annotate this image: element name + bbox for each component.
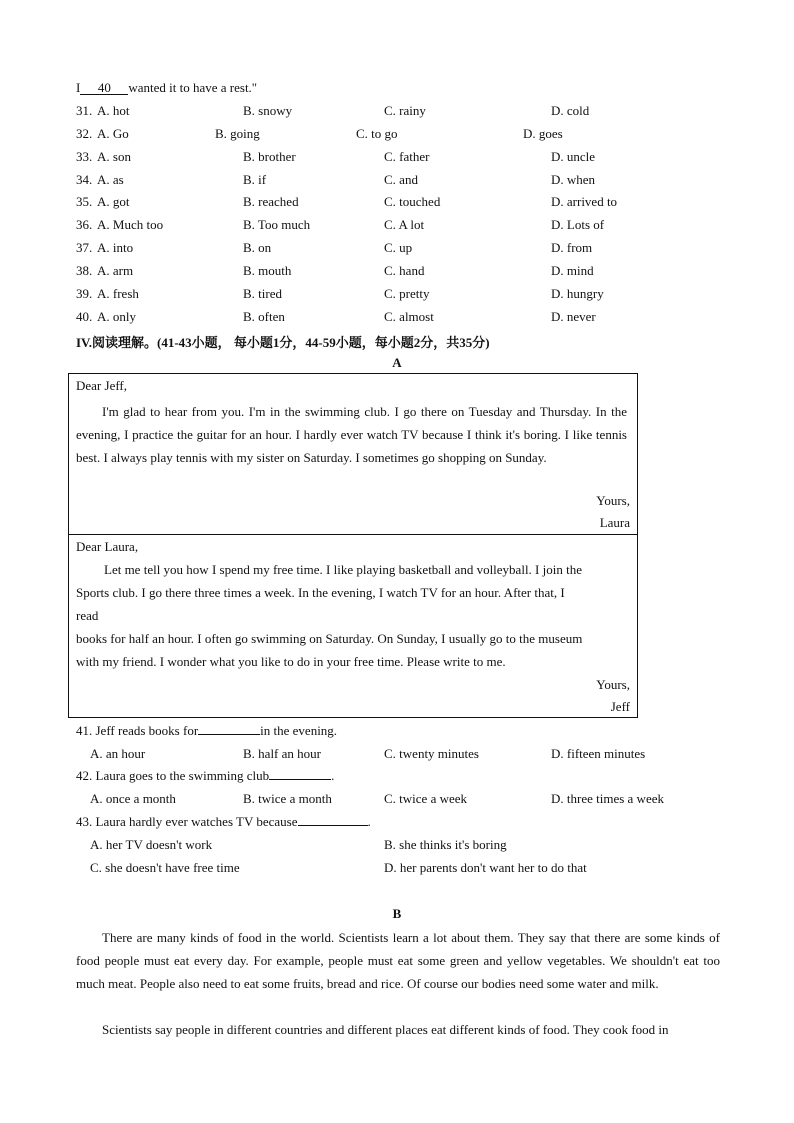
text-prefix: I (76, 80, 81, 95)
stem-text: 41. Jeff reads books for (76, 723, 199, 738)
option-b: B. Too much (243, 217, 311, 232)
option-b: B. often (243, 309, 285, 324)
stem-text: 42. Laura goes to the swimming club (76, 768, 270, 783)
option-a: A. as (97, 172, 124, 187)
passage-a-label: A (392, 355, 402, 370)
answer-blank (298, 825, 368, 826)
option-b: B. snowy (243, 103, 293, 118)
option-num: 38. (76, 263, 93, 278)
option-d: D. uncle (551, 149, 596, 164)
blank-40: 40 (80, 81, 128, 95)
option-num: 31. (76, 103, 93, 118)
option-d: D. fifteen minutes (551, 746, 646, 761)
stem-text: . (367, 814, 371, 829)
option-b: B. reached (243, 194, 299, 209)
letter-signature: Jeff (610, 699, 630, 714)
passage-b-paragraph-1: There are many kinds of food in the world. Scientists learn a lot about them. They say that there are some kinds of food people must eat every day. For example, people must eat some green and yellow vegetables. We shouldn't eat too much meat. People also need to eat some fruits, bread and rice. Of course our bodies need some water and milk. (76, 930, 720, 991)
option-a: A. Much too (97, 217, 164, 232)
letter-greeting: Dear Jeff, (76, 378, 128, 393)
cloze-text-line (76, 80, 257, 96)
letter-closing: Yours, (596, 677, 630, 692)
option-d: D. from (551, 240, 593, 255)
option-a: A. son (97, 149, 131, 164)
question-stem (76, 723, 337, 739)
passage-b-paragraph-2: Scientists say people in different countries and different places eat different kinds of food. They cook food in (102, 1022, 669, 1037)
option-num: 34. (76, 172, 93, 187)
option-num: 37. (76, 240, 93, 255)
letter-body-line: read (76, 608, 99, 623)
option-a: A. got (97, 194, 130, 209)
option-d: D. cold (551, 103, 590, 118)
letter-box-2 (68, 534, 638, 718)
option-num: 40. (76, 309, 93, 324)
option-c: C. to go (356, 126, 398, 141)
option-c: C. rainy (384, 103, 426, 118)
option-c: C. and (384, 172, 418, 187)
letter-closing: Yours, (596, 493, 630, 508)
option-b: B. on (243, 240, 272, 255)
option-num: 35. (76, 194, 93, 209)
option-b: B. going (215, 126, 260, 141)
option-a: A. an hour (90, 746, 146, 761)
option-a: A. fresh (97, 286, 139, 301)
option-d: D. goes (523, 126, 563, 141)
option-c: C. she doesn't have free time (90, 860, 240, 875)
option-a: A. hot (97, 103, 130, 118)
letter-body: I'm glad to hear from you. I'm in the swimming club. I go there on Tuesday and Thursday. In the evening, I practice the guitar for an hour. I hardly ever watch TV because I think it's boring. I like tennis best. I always play tennis with my sister on Saturday. I sometimes go shopping on Sunday. (76, 404, 627, 465)
option-b: B. if (243, 172, 267, 187)
option-b: B. half an hour (243, 746, 321, 761)
option-d: D. when (551, 172, 596, 187)
option-b: B. twice a month (243, 791, 332, 806)
answer-blank (269, 779, 331, 780)
option-c: C. hand (384, 263, 425, 278)
question-stem (76, 768, 334, 784)
stem-text: 43. Laura hardly ever watches TV because (76, 814, 298, 829)
option-d: D. never (551, 309, 596, 324)
text-suffix: wanted it to have a rest." (128, 80, 258, 95)
stem-text: in the evening. (260, 723, 338, 738)
option-d: D. hungry (551, 286, 604, 301)
option-c: C. touched (384, 194, 441, 209)
letter-signature: Laura (599, 515, 630, 530)
option-a: A. once a month (90, 791, 176, 806)
letter-body-line: with my friend. I wonder what you like to do in your free time. Please write to me. (76, 654, 506, 669)
letter-body-line: books for half an hour. I often go swimming on Saturday. On Sunday, I usually go to the museum (76, 631, 583, 646)
option-c: C. A lot (384, 217, 425, 232)
option-c: C. pretty (384, 286, 430, 301)
option-d: D. mind (551, 263, 594, 278)
option-num: 32. (76, 126, 93, 141)
option-d: D. three times a week (551, 791, 664, 806)
option-c: C. father (384, 149, 430, 164)
option-c: C. twice a week (384, 791, 468, 806)
passage-b-label: B (392, 906, 402, 921)
option-b: B. tired (243, 286, 282, 301)
option-a: A. only (97, 309, 136, 324)
option-c: C. up (384, 240, 413, 255)
option-a: A. her TV doesn't work (90, 837, 213, 852)
question-stem (76, 814, 371, 830)
section-heading: IV.阅读理解。(41-43小题， 每小题1分，44-59小题，每小题2分，共35分) (76, 335, 490, 350)
option-num: 33. (76, 149, 93, 164)
option-d: D. her parents don't want her to do that (384, 860, 587, 875)
answer-blank (198, 734, 260, 735)
option-c: C. almost (384, 309, 434, 324)
option-a: A. Go (97, 126, 129, 141)
option-a: A. arm (97, 263, 134, 278)
option-d: D. arrived to (551, 194, 618, 209)
option-num: 39. (76, 286, 93, 301)
option-b: B. she thinks it's boring (384, 837, 507, 852)
letter-body-line: Let me tell you how I spend my free time. I like playing basketball and volleyball. I join the (104, 562, 582, 577)
stem-text: . (331, 768, 335, 783)
option-b: B. brother (243, 149, 296, 164)
option-d: D. Lots of (551, 217, 605, 232)
letter-body-line: Sports club. I go there three times a week. In the evening, I watch TV for an hour. After that, I (76, 585, 565, 600)
option-num: 36. (76, 217, 93, 232)
option-a: A. into (97, 240, 134, 255)
option-b: B. mouth (243, 263, 292, 278)
option-c: C. twenty minutes (384, 746, 479, 761)
letter-greeting: Dear Laura, (76, 539, 139, 554)
letter-box-1 (68, 373, 638, 535)
